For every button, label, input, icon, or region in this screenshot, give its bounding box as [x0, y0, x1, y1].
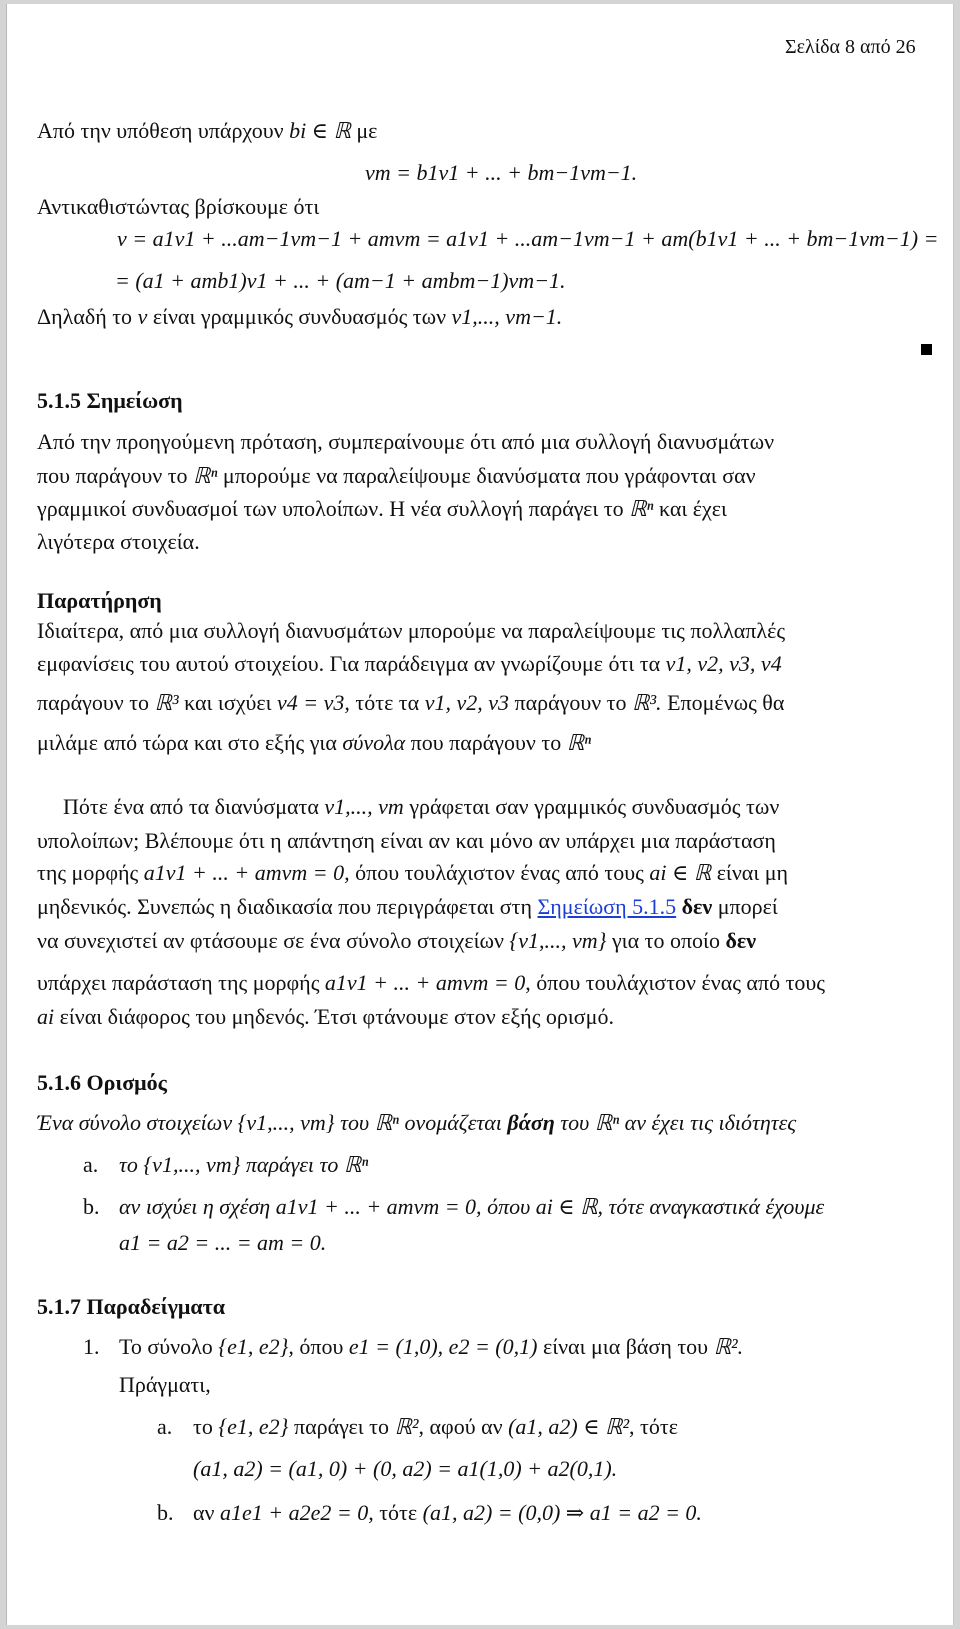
remark-line: μιλάμε από τώρα και στο εξής για σύνολα που παράγουν το ℝⁿ [37, 730, 592, 755]
definition-title: 5.1.6 Ορισμός [37, 1070, 167, 1095]
example-a-marker: a. [157, 1414, 173, 1439]
examples-title: 5.1.7 Παραδείγματα [37, 1294, 226, 1319]
note-line: γραμμικοί συνδυασμοί των υπολοίπων. Η νέα συλλογή παράγει το ℝⁿ και έχει [37, 496, 727, 521]
note-title: 5.1.5 Σημείωση [37, 388, 183, 413]
question-line: υπάρχει παράσταση της μορφής a1v1 + ... + amvm = 0, όπου τουλάχιστον ένας από τους [37, 970, 826, 995]
substitution-text: Αντικαθιστώντας βρίσκουμε ότι [37, 194, 320, 219]
note-line: που παράγουν το ℝⁿ μπορούμε να παραλείψουμε διανύσματα που γράφονται σαν [37, 463, 756, 488]
note-5-1-5-link[interactable]: Σημείωση 5.1.5 [537, 894, 677, 919]
question-line: υπολοίπων; Βλέπουμε ότι η απάντηση είναι αν και μόνο αν υπάρχει μια παράσταση [37, 828, 776, 853]
proof-conclusion: Δηλαδή το v είναι γραμμικός συνδυασμός των v1,..., vm−1. [37, 304, 563, 329]
question-line: ai είναι διάφορος του μηδενός. Έτσι φτάνουμε στον εξής ορισμό. [37, 1004, 614, 1029]
question-line: της μορφής a1v1 + ... + amvm = 0, όπου τουλάχιστον ένας από τους ai ∈ ℝ είναι μη [37, 860, 789, 885]
example-b-marker: b. [157, 1500, 174, 1525]
equation-vm: vm = b1v1 + ... + bm−1vm−1. [365, 160, 638, 185]
note-line: λιγότερα στοιχεία. [37, 529, 200, 554]
remark-line: εμφανίσεις του αυτού στοιχείου. Για παράδειγμα αν γνωρίζουμε ότι τα v1, v2, v3, v4 [37, 651, 782, 676]
example-1-line: Το σύνολο {e1, e2}, όπου e1 = (1,0), e2 = (0,1) είναι μια βάση του ℝ². [119, 1334, 744, 1359]
remark-line: παράγουν το ℝ³ και ισχύει v4 = v3, τότε τα v1, v2, v3 παράγουν το ℝ³. Επομένως θα [37, 690, 785, 715]
question-line: μηδενικός. Συνεπώς η διαδικασία που περιγράφεται στη Σημείωση 5.1.5 δεν μπορεί [37, 894, 778, 919]
proof-intro: Από την υπόθεση υπάρχουν bi ∈ ℝ με [37, 118, 378, 143]
question-line: να συνεχιστεί αν φτάσουμε σε ένα σύνολο στοιχείων {v1,..., vm} για το οποίο δεν [37, 928, 757, 953]
example-b-line: αν a1e1 + a2e2 = 0, τότε (a1, a2) = (0,0) ⇒ a1 = a2 = 0. [193, 1500, 702, 1525]
definition-item-b: αν ισχύει η σχέση a1v1 + ... + amvm = 0, όπου ai ∈ ℝ, τότε αναγκαστικά έχουμε [119, 1194, 825, 1219]
note-line: Από την προηγούμενη πρόταση, συμπεραίνουμε ότι από μια συλλογή διανυσμάτων [37, 429, 775, 454]
definition-item-b-equation: a1 = a2 = ... = am = 0. [119, 1230, 327, 1255]
example-a-equation: (a1, a2) = (a1, 0) + (0, a2) = a1(1,0) + a2(0,1). [193, 1456, 618, 1481]
definition-item-b-marker: b. [83, 1194, 100, 1219]
page-number: Σελίδα 8 από 26 [785, 36, 916, 58]
equation-substitution: v = a1v1 + ...am−1vm−1 + amvm = a1v1 + ...am−1vm−1 + am(b1v1 + ... + bm−1vm−1) = [117, 226, 939, 251]
document-page [6, 4, 954, 1625]
definition-item-a-marker: a. [83, 1152, 99, 1177]
example-indeed: Πράγματι, [119, 1372, 211, 1397]
remark-line: Ιδιαίτερα, από μια συλλογή διανυσμάτων μπορούμε να παραλείψουμε τις πολλαπλές [37, 618, 786, 643]
example-1-marker: 1. [83, 1334, 100, 1359]
question-line: Πότε ένα από τα διανύσματα v1,..., vm γράφεται σαν γραμμικός συνδυασμός των [63, 794, 780, 819]
remark-title: Παρατήρηση [37, 588, 162, 613]
equation-collected: = (a1 + amb1)v1 + ... + (am−1 + ambm−1)vm−1. [115, 268, 566, 293]
definition-line: Ένα σύνολο στοιχείων {v1,..., vm} του ℝⁿ ονομάζεται βάση του ℝⁿ αν έχει τις ιδιότητες [37, 1110, 797, 1135]
definition-item-a: το {v1,..., vm} παράγει το ℝⁿ [119, 1152, 369, 1177]
example-a-line: το {e1, e2} παράγει το ℝ², αφού αν (a1, a2) ∈ ℝ², τότε [193, 1414, 678, 1439]
qed-square-icon [921, 344, 932, 355]
